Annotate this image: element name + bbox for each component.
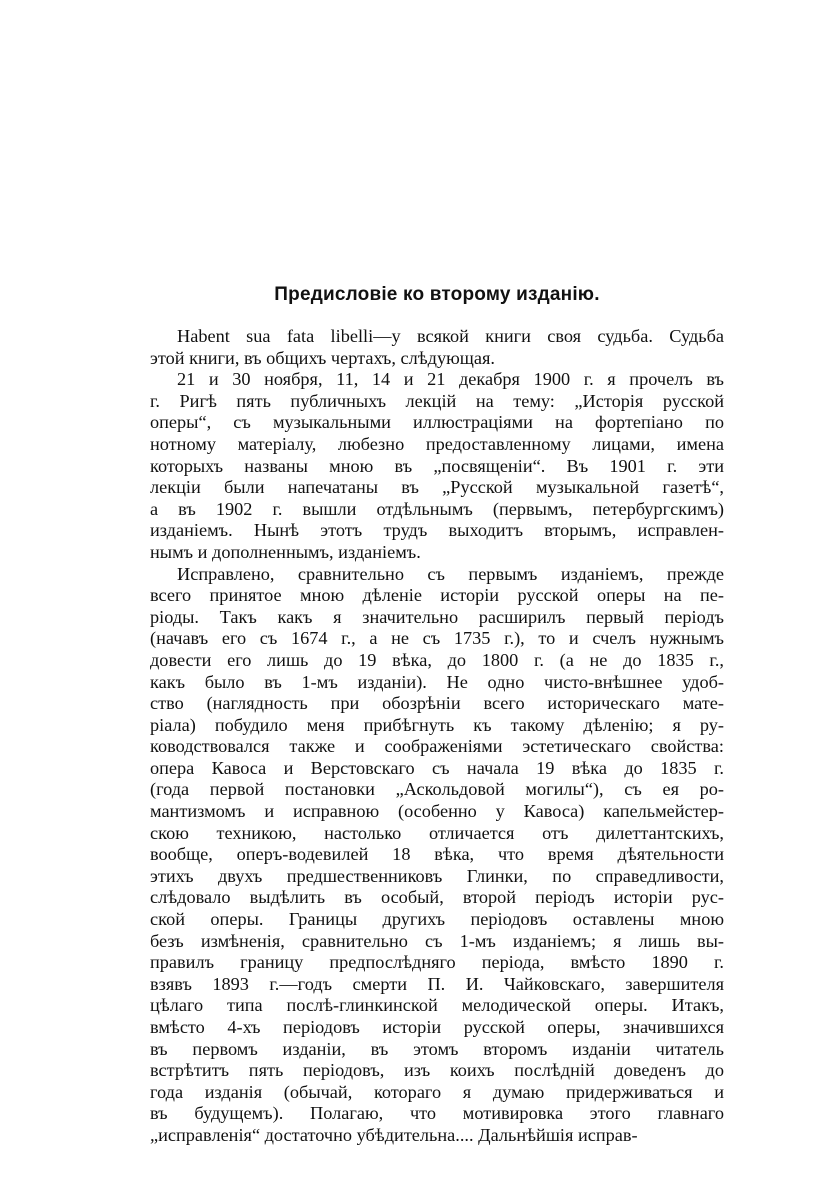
text-line: правилъ границу предпослѣдняго періода, вмѣсто 1890 г. [150,952,724,973]
text-line: слѣдовало выдѣлить въ особый, второй періодъ исторіи рус- [150,887,724,908]
text-line: въ первомъ изданіи, въ этомъ второмъ изданіи читатель [150,1038,724,1059]
text-line: вмѣсто 4-хъ періодовъ исторіи русской оперы, значившихся [150,1017,724,1037]
text-line: ской оперы. Границы другихъ періодовъ оставлены мною [150,909,724,930]
text-line: которыхъ названы мною въ „посвященіи“. Въ 1901 г. эти [150,455,724,476]
text-line: какъ было въ 1-мъ изданіи). Не одно чисто-внѣшнее удоб- [150,671,724,692]
text-line: (года первой постановки „Аскольдовой могилы“), съ ея ро- [150,779,724,800]
text-line: ріала) побудило меня прибѣгнуть къ такому дѣленію; я ру- [150,714,724,735]
text-line: въ будущемъ). Полагаю, что мотивировка этого главнаго [150,1103,724,1124]
text-line: этихъ двухъ предшественниковъ Глинки, по справедливости, [150,865,724,886]
text-line: этой книги, въ общихъ чертахъ, слѣдующая. [150,347,495,368]
text-line: взявъ 1893 г.—годъ смерти П. И. Чайковскаго, завершителя [150,973,724,994]
text-line: г. Ригѣ пять публичныхъ лекцій на тему: „Исторія русской [150,390,724,411]
paragraph [150,369,724,563]
text-line: Habent sua fata libelli—у всякой книги своя судьба. Судьба [177,326,724,346]
text-line: мантизмомъ и исправною (особенно у Кавоса) капельмейстер- [150,801,724,822]
text-line: изданіемъ. Нынѣ этотъ трудъ выходитъ вторымъ, исправлен- [150,520,724,541]
text-line: ководствовался также и соображеніями эстетическаго свойства: [150,736,724,757]
text-line: а въ 1902 г. вышли отдѣльнымъ (первымъ, петербургскимъ) [150,498,724,519]
text-line: ріоды. Такъ какъ я значительно расширилъ первый періодъ [150,606,724,627]
text-line: „исправленія“ достаточно убѣдительна.... Дальнѣйшія исправ- [150,1124,638,1145]
text-line: опера Кавоса и Верстовскаго съ начала 19 вѣка до 1835 г. [150,757,724,778]
text-line: оперы“, съ музыкальными иллюстраціями на фортепіано по [150,412,724,433]
text-line: лекціи были напечатаны въ „Русской музыкальной газетѣ“, [150,477,724,498]
text-line: (начавъ его съ 1674 г., а не съ 1735 г.), то и счелъ нужнымъ [150,628,724,649]
text-line: цѣлаго типа послѣ-глинкинской мелодической оперы. Итакъ, [150,995,724,1016]
text-line: скою техникою, настолько отличается отъ дилеттантскихъ, [150,822,724,843]
text-line: вообще, оперъ-водевилей 18 вѣка, что время дѣятельности [150,844,724,865]
text-line: нотному матеріалу, любезно предоставленному лицами, имена [150,433,724,454]
text-line: нымъ и дополненнымъ, изданіемъ. [150,541,421,562]
text-line: всего принятое мною дѣленіе исторіи русской оперы на пе- [150,585,724,606]
text-line: ство (наглядность при обозрѣніи всего историческаго мате- [150,693,724,714]
page-heading: Предисловіе ко второму изданію. [274,284,600,305]
preface-body [150,326,724,1147]
text-line: года изданія (обычай, котораго я думаю придерживаться и [150,1081,724,1102]
text-line: Исправлено, сравнительно съ первымъ изданіемъ, прежде [177,563,724,584]
paragraph [150,564,724,1147]
text-line: встрѣтитъ пять періодовъ, изъ коихъ послѣдній доведенъ до [150,1060,724,1081]
text-line: довести его лишь до 19 вѣка, до 1800 г. (а не до 1835 г., [150,649,724,670]
text-line: 21 и 30 ноября, 11, 14 и 21 декабря 1900 г. я прочелъ въ [177,369,724,390]
text-line: безъ измѣненія, сравнительно съ 1-мъ изданіемъ; я лишь вы- [150,930,724,951]
paragraph [150,326,724,369]
